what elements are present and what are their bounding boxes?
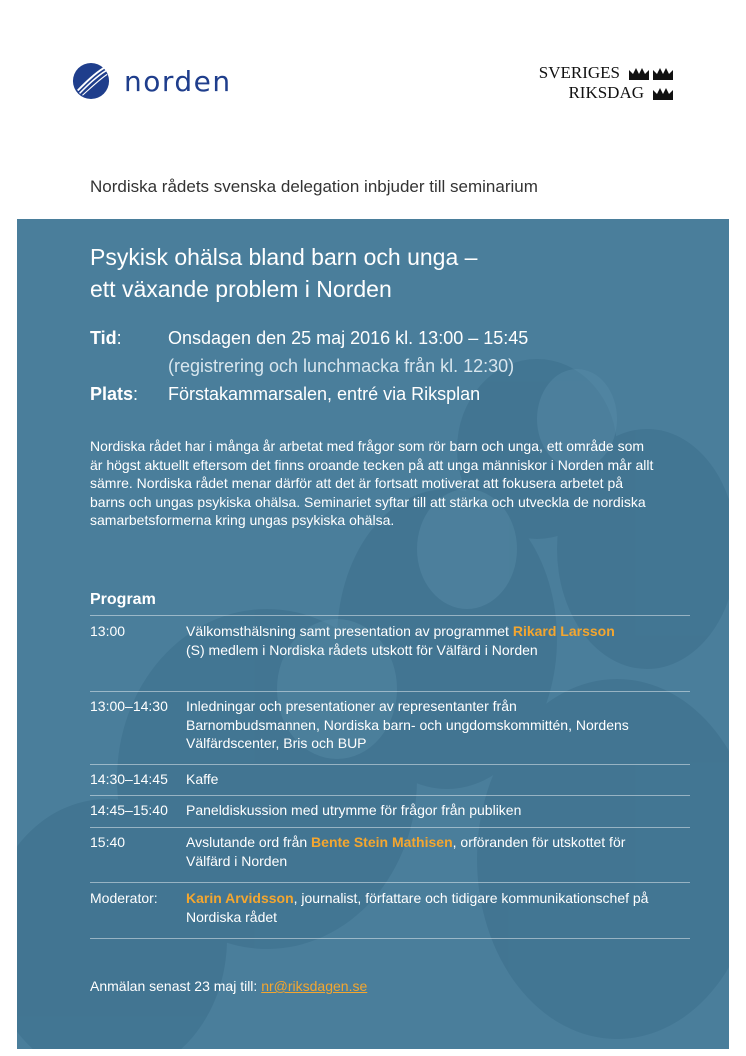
moderator-row [90,889,690,929]
event-panel [17,219,729,1049]
time-label: Tid: [90,328,122,348]
event-title [90,241,477,305]
place-label: Plats: [90,384,139,404]
place-value: Förstakammarsalen, entré via Riksplan [168,384,481,404]
norden-logo [72,62,232,100]
time-row [90,327,528,349]
divider [90,827,690,828]
program-desc: Välkomsthälsning samt presentation av programmet Rikard Larsson (S) medlem i Nordiska rådets utskott för Välfärd i Norden [186,623,615,658]
invitation-line: Nordiska rådets svenska delegation inbjuder till seminarium [90,177,538,196]
title-line-2: ett växande problem i Norden [90,276,392,302]
program-time: 14:30–14:45 [90,771,168,787]
place-row [90,383,480,405]
program-row [90,833,690,873]
riksdag-line1: SVERIGES [538,63,620,82]
divider [90,764,690,765]
program-desc: Avslutande ord från Bente Stein Mathisen, orföranden för utskottet för Välfärd i Norden [186,834,626,869]
program-desc: Paneldiskussion med utrymme för frågor från publiken [186,802,522,818]
program-heading: Program [90,591,156,608]
norden-logo-text: norden [124,64,232,98]
divider [90,615,690,616]
riksdag-line2: RIKSDAG [568,83,644,102]
email-link[interactable]: nr@riksdagen.se [261,978,368,994]
program-time: 13:00 [90,623,126,639]
program-row [90,697,690,757]
program-time: 14:45–15:40 [90,802,168,818]
crown-icon [628,65,650,81]
divider [90,691,690,692]
crown-icon [652,65,674,81]
moderator-label: Moderator: [90,890,158,906]
signup-line: Anmälan senast 23 maj till: nr@riksdagen.se [90,978,368,994]
program-time: 15:40 [90,834,126,850]
divider [90,795,690,796]
intro-paragraph: Nordiska rådet har i många år arbetat med frågor som rör barn och unga, ett område som är högst aktuellt eftersom det finns oroande tecken på att unga människor i Norden mår allt sämre. Nordiska rådet menar därför att det är fortsatt motiverat att fokusera arbetet på barns och ungas psykiska ohälsa. Seminariet syftar till att stärka och utveckla de nordiska samarbetsformerna kring ungas psykiska ohälsa. [90,438,654,528]
program-desc: Kaffe [186,771,219,787]
program-desc: Inledningar och presentationer av representanter från Barnombudsmannen, Nordiska barn- och ungdomskommittén, Nordens Välfärdscenter, Bris och BUP [186,698,629,751]
moderator-desc: Karin Arvidsson, journalist, författare och tidigare kommunikationschef på Nordiska rådet [186,890,649,925]
riksdag-logo [539,63,674,103]
program-time: 13:00–14:30 [90,698,168,714]
norden-swan-icon [72,62,110,100]
registration-note: (registrering och lunchmacka från kl. 12:30) [168,356,515,376]
divider [90,882,690,883]
title-line-1: Psykisk ohälsa bland barn och unga – [90,244,478,270]
crown-icon [652,85,674,101]
divider [90,938,690,939]
program-row [90,622,690,682]
time-value: Onsdagen den 25 maj 2016 kl. 13:00 – 15:45 [168,328,529,348]
